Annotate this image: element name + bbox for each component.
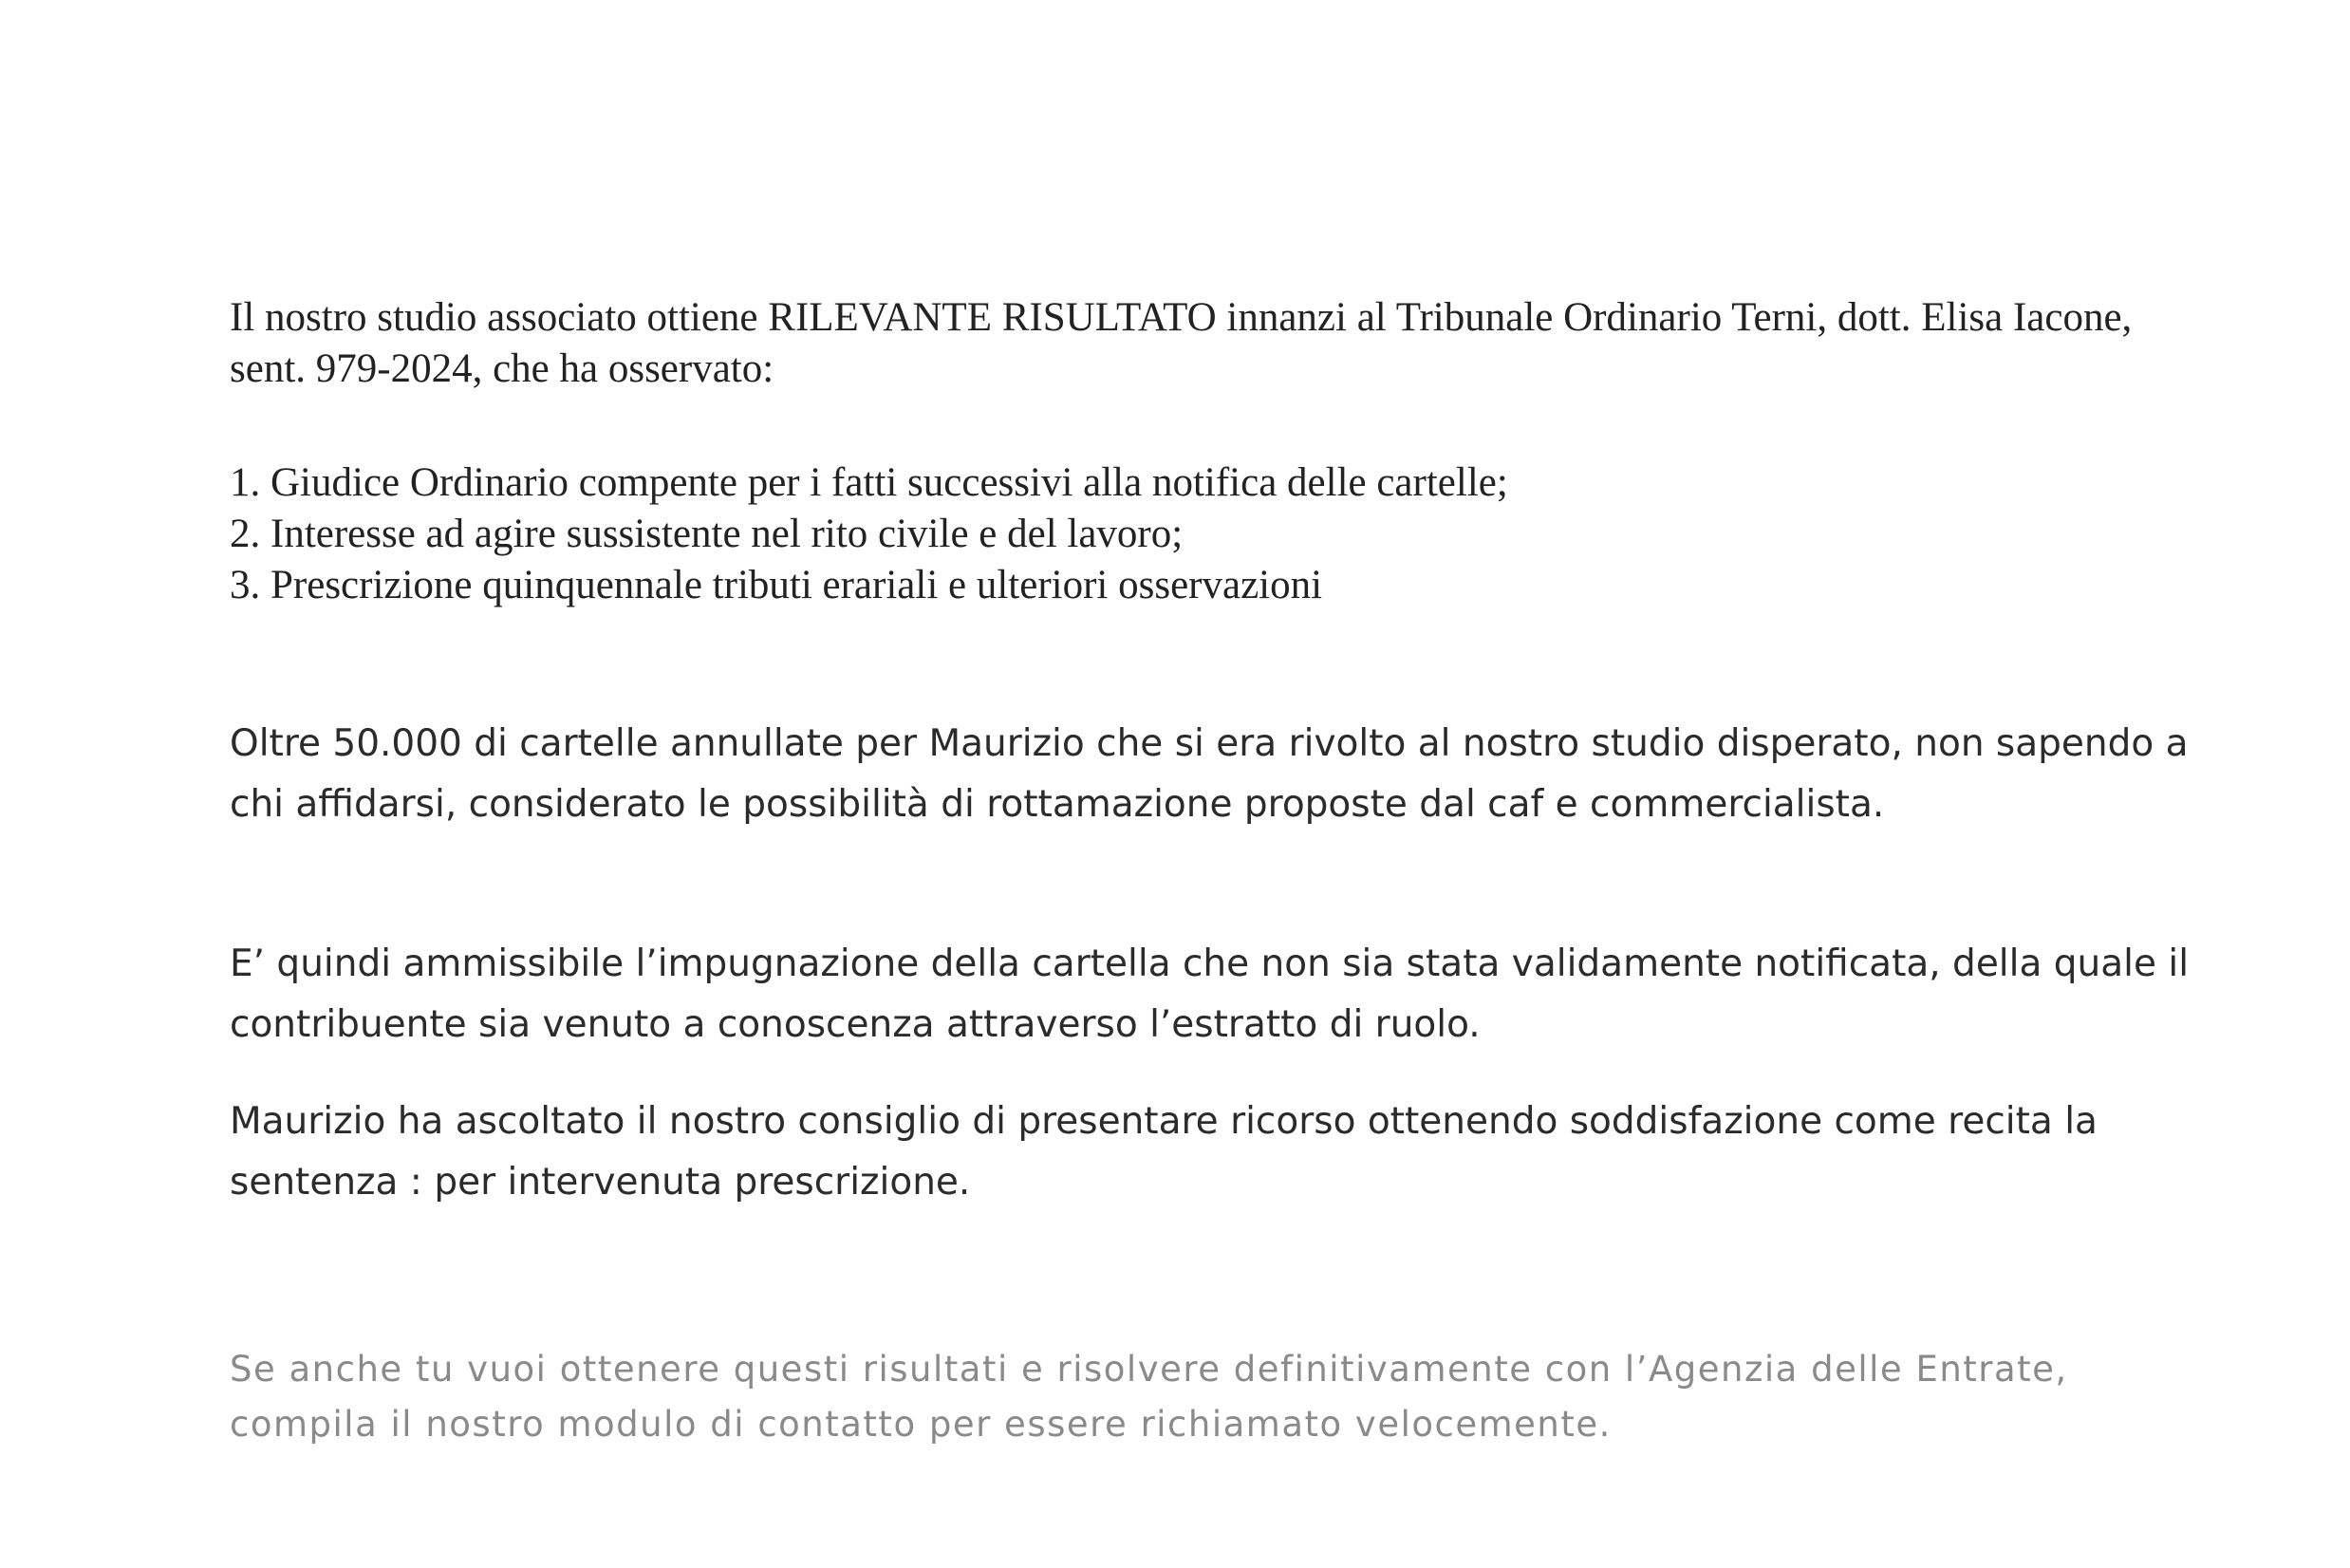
intro-section xyxy=(230,292,2204,395)
admissibility-paragraph-section xyxy=(230,934,2204,1055)
list-item: 2. Interesse ad agire sussistente nel rito civile e del lavoro; xyxy=(230,512,1184,556)
result-paragraph: Oltre 50.000 di cartelle annullate per Maurizio che si era rivolto al nostro studio disperato, non sapendo a chi affidarsi, considerato le possibilità di rottamazione proposte dal caf e commercialista. xyxy=(230,722,2189,826)
observations-list-section xyxy=(230,457,2204,611)
observations-list xyxy=(230,457,2204,611)
admissibility-paragraph: E’ quindi ammissibile l’impugnazione della cartella che non sia stata validamente notificata, della quale il contribuente sia venuto a conoscenza attraverso l’estratto di ruolo. xyxy=(230,943,2190,1046)
list-item: 3. Prescrizione quinquennale tributi erariali e ulteriori osservazioni xyxy=(230,563,1323,607)
outcome-paragraph: Maurizio ha ascoltato il nostro consiglio di presentare ricorso ottenendo soddisfazione come recita la sentenza : per intervenuta prescrizione. xyxy=(230,1100,2098,1204)
result-paragraph-section xyxy=(230,714,2204,835)
intro-paragraph: Il nostro studio associato ottiene RILEVANTE RISULTATO innanzi al Tribunale Ordinario Terni, dott. Elisa Iacone, sent. 979-2024, che ha osservato: xyxy=(230,295,2133,391)
outcome-paragraph-section xyxy=(230,1092,2204,1213)
list-item: 1. Giudice Ordinario compente per i fatti successivi alla notifica delle cartelle; xyxy=(230,460,1508,505)
call-to-action-footer: Se anche tu vuoi ottenere questi risultati e risolvere definitivamente con l’Agenzia delle Entrate, compila il nostro modulo di contatto per essere richiamato velocemente. xyxy=(230,1349,2068,1445)
